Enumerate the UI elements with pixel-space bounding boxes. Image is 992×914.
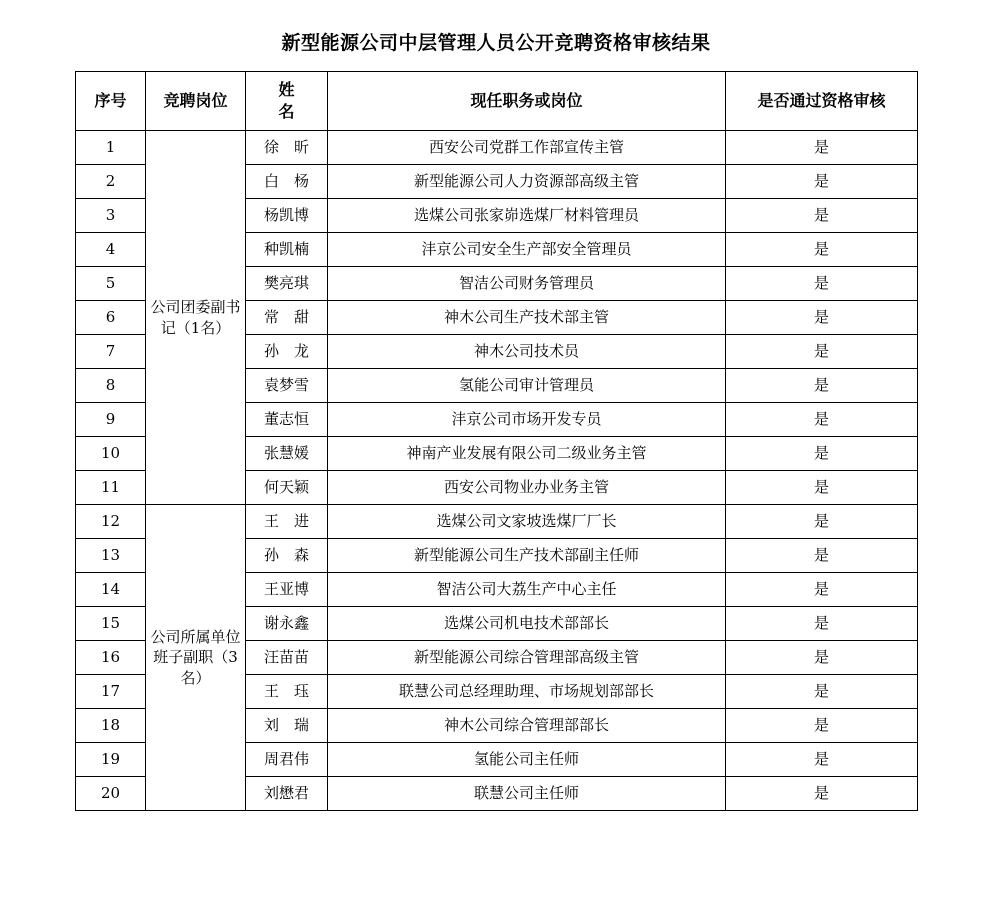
cell-current-position: 神木公司技术员 (328, 335, 726, 369)
cell-pass: 是 (726, 709, 918, 743)
cell-seq: 19 (76, 743, 146, 777)
column-header-pass-label: 是否通过资格审核 (757, 90, 886, 110)
document-page (0, 28, 992, 914)
cell-current-position: 沣京公司市场开发专员 (328, 403, 726, 437)
cell-name: 孙 龙 (246, 335, 328, 369)
cell-seq: 15 (76, 607, 146, 641)
cell-pass: 是 (726, 131, 918, 165)
cell-name: 种凯楠 (246, 233, 328, 267)
column-header-name (246, 72, 328, 131)
cell-pass: 是 (726, 233, 918, 267)
cell-current-position: 神木公司综合管理部部长 (328, 709, 726, 743)
table-body (76, 131, 918, 811)
cell-seq: 2 (76, 165, 146, 199)
cell-pass: 是 (726, 403, 918, 437)
cell-seq: 14 (76, 573, 146, 607)
cell-name: 张慧媛 (246, 437, 328, 471)
cell-seq: 12 (76, 505, 146, 539)
cell-current-position: 联慧公司主任师 (328, 777, 726, 811)
page-title: 新型能源公司中层管理人员公开竞聘资格审核结果 (281, 32, 711, 54)
cell-pass: 是 (726, 471, 918, 505)
cell-seq: 5 (76, 267, 146, 301)
cell-name: 何天颖 (246, 471, 328, 505)
cell-pass: 是 (726, 573, 918, 607)
cell-name: 徐 昕 (246, 131, 328, 165)
cell-post-group-1: 公司团委副书记（1名） (146, 131, 246, 505)
cell-seq: 1 (76, 131, 146, 165)
cell-post-group-2: 公司所属单位班子副职（3名） (146, 505, 246, 811)
cell-name: 王 珏 (246, 675, 328, 709)
cell-current-position: 神木公司生产技术部主管 (328, 301, 726, 335)
column-header-name-label: 姓 名 (278, 79, 327, 121)
cell-pass: 是 (726, 743, 918, 777)
cell-pass: 是 (726, 607, 918, 641)
cell-pass: 是 (726, 369, 918, 403)
column-header-post (146, 72, 246, 131)
cell-seq: 11 (76, 471, 146, 505)
cell-current-position: 选煤公司文家坡选煤厂厂长 (328, 505, 726, 539)
cell-name: 谢永鑫 (246, 607, 328, 641)
cell-seq: 10 (76, 437, 146, 471)
cell-current-position: 智洁公司财务管理员 (328, 267, 726, 301)
cell-pass: 是 (726, 777, 918, 811)
cell-name: 王亚博 (246, 573, 328, 607)
cell-seq: 3 (76, 199, 146, 233)
cell-name: 王 进 (246, 505, 328, 539)
table-row (76, 505, 918, 539)
column-header-current-position (328, 72, 726, 131)
column-header-seq-label: 序号 (94, 90, 127, 110)
cell-name: 孙 森 (246, 539, 328, 573)
cell-name: 刘 瑞 (246, 709, 328, 743)
cell-name: 杨凯博 (246, 199, 328, 233)
table-container (75, 71, 917, 811)
cell-seq: 9 (76, 403, 146, 437)
cell-pass: 是 (726, 675, 918, 709)
cell-name: 袁梦雪 (246, 369, 328, 403)
cell-pass: 是 (726, 505, 918, 539)
cell-current-position: 选煤公司张家峁选煤厂材料管理员 (328, 199, 726, 233)
column-header-seq (76, 72, 146, 131)
cell-seq: 16 (76, 641, 146, 675)
cell-pass: 是 (726, 641, 918, 675)
cell-pass: 是 (726, 165, 918, 199)
cell-current-position: 氢能公司主任师 (328, 743, 726, 777)
cell-name: 汪苗苗 (246, 641, 328, 675)
cell-seq: 17 (76, 675, 146, 709)
cell-seq: 6 (76, 301, 146, 335)
table-header-row (76, 72, 918, 131)
cell-pass: 是 (726, 301, 918, 335)
cell-name: 白 杨 (246, 165, 328, 199)
cell-seq: 7 (76, 335, 146, 369)
table-row (76, 131, 918, 165)
cell-current-position: 智洁公司大荔生产中心主任 (328, 573, 726, 607)
cell-name: 樊亮琪 (246, 267, 328, 301)
cell-seq: 18 (76, 709, 146, 743)
cell-pass: 是 (726, 437, 918, 471)
cell-pass: 是 (726, 267, 918, 301)
column-header-current-position-label: 现任职务或岗位 (470, 90, 583, 110)
cell-current-position: 西安公司物业办业务主管 (328, 471, 726, 505)
cell-current-position: 选煤公司机电技术部部长 (328, 607, 726, 641)
cell-current-position: 联慧公司总经理助理、市场规划部部长 (328, 675, 726, 709)
cell-name: 刘懋君 (246, 777, 328, 811)
column-header-post-label: 竞聘岗位 (163, 90, 228, 110)
cell-name: 常 甜 (246, 301, 328, 335)
cell-current-position: 氢能公司审计管理员 (328, 369, 726, 403)
cell-seq: 8 (76, 369, 146, 403)
cell-current-position: 新型能源公司综合管理部高级主管 (328, 641, 726, 675)
cell-current-position: 神南产业发展有限公司二级业务主管 (328, 437, 726, 471)
cell-seq: 20 (76, 777, 146, 811)
cell-seq: 13 (76, 539, 146, 573)
cell-current-position: 新型能源公司生产技术部副主任师 (328, 539, 726, 573)
cell-current-position: 新型能源公司人力资源部高级主管 (328, 165, 726, 199)
cell-name: 周君伟 (246, 743, 328, 777)
cell-pass: 是 (726, 539, 918, 573)
cell-name: 董志恒 (246, 403, 328, 437)
cell-pass: 是 (726, 335, 918, 369)
cell-current-position: 沣京公司安全生产部安全管理员 (328, 233, 726, 267)
qualification-results-table (75, 71, 918, 811)
cell-pass: 是 (726, 199, 918, 233)
column-header-pass (726, 72, 918, 131)
cell-seq: 4 (76, 233, 146, 267)
cell-current-position: 西安公司党群工作部宣传主管 (328, 131, 726, 165)
table-header (76, 72, 918, 131)
